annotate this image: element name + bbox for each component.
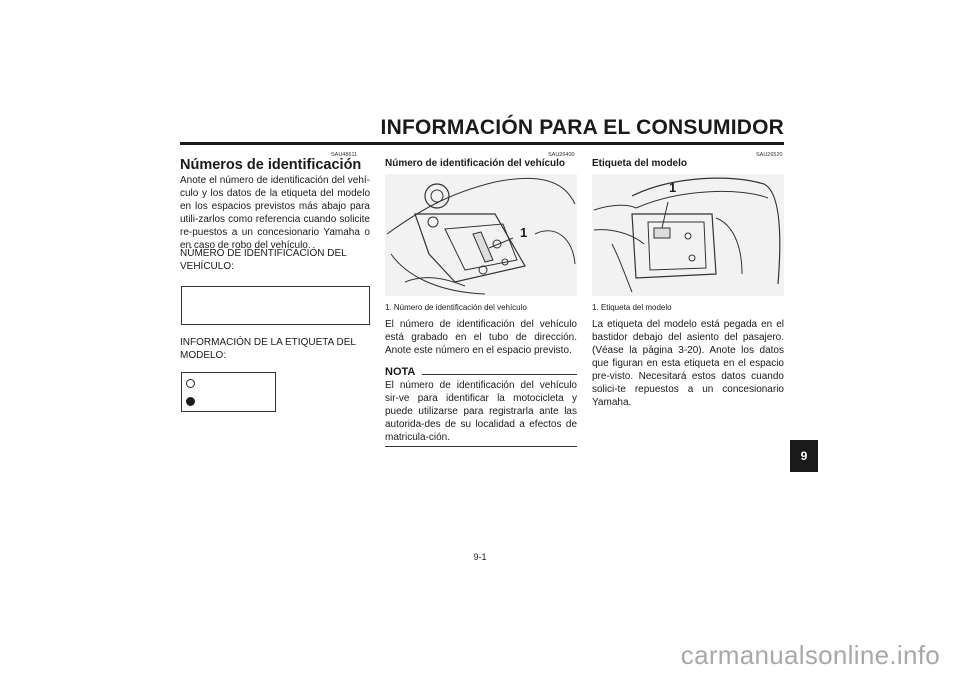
steering-head-illustration	[385, 174, 577, 296]
note-rule-top	[422, 374, 577, 375]
model-label-paragraph: La etiqueta del modelo está pegada en el bastidor debajo del asiento del pasajero. (Véase la página 3-20). Anote los datos que figuran en esta etiqueta en el espacio pre-visto. Necesitará estos datos cuando solici-te repuestos a un concesionario Yamaha.	[592, 319, 784, 408]
vin-entry-box	[181, 286, 370, 325]
filled-circle-icon	[186, 397, 195, 406]
under-seat-illustration	[592, 174, 784, 296]
model-label-entry-box	[181, 372, 276, 412]
vin-figure-callout: 1	[520, 225, 528, 240]
model-label-figure-caption: 1. Etiqueta del modelo	[592, 303, 672, 312]
steering-head-figure	[385, 174, 577, 296]
model-label-figure-callout: 1	[669, 180, 677, 195]
vin-label: NÚMERO DE IDENTIFICACIÓN DEL VEHÍCULO:	[180, 248, 347, 272]
vin-figure-caption: 1. Número de identificación del vehículo	[385, 303, 527, 312]
section-heading-vin: Número de identificación del vehículo	[385, 158, 566, 169]
watermark: carmanualsonline.info	[680, 640, 940, 670]
note-text: El número de identificación del vehículo sir-ve para identificar la motocicleta y puede utilizarse para registrarla ante las autorida-des de su localidad a efectos de matricula-ción.	[385, 380, 577, 443]
section-heading-identification-numbers: Números de identificación	[180, 157, 362, 173]
note-heading: NOTA	[385, 366, 416, 378]
page-title: INFORMACIÓN PARA EL CONSUMIDOR	[380, 116, 784, 139]
page-number: 9-1	[473, 552, 487, 562]
chapter-tab: 9	[790, 440, 818, 472]
note-rule-bottom	[385, 446, 577, 447]
title-rule	[180, 142, 784, 145]
identification-paragraph: Anote el número de identificación del vehí-culo y los datos de la etiqueta del modelo en los espacios previstos más abajo para utili-zarlos como referencia cuando solicite re-puestos a un concesionario Yamaha o en caso de robo del vehículo.	[180, 175, 370, 251]
model-label-label: INFORMACIÓN DE LA ETIQUETA DEL MODELO:	[180, 337, 356, 361]
section-code: SAU26520	[756, 152, 783, 158]
section-code: SAU48611	[331, 152, 358, 158]
empty-circle-icon	[186, 379, 195, 388]
vin-paragraph: El número de identificación del vehículo está grabado en el tubo de dirección. Anote este número en el espacio previsto.	[385, 319, 577, 356]
section-code: SAU26400	[548, 152, 575, 158]
section-heading-model-label: Etiqueta del modelo	[592, 158, 688, 169]
model-label-figure	[592, 174, 784, 296]
